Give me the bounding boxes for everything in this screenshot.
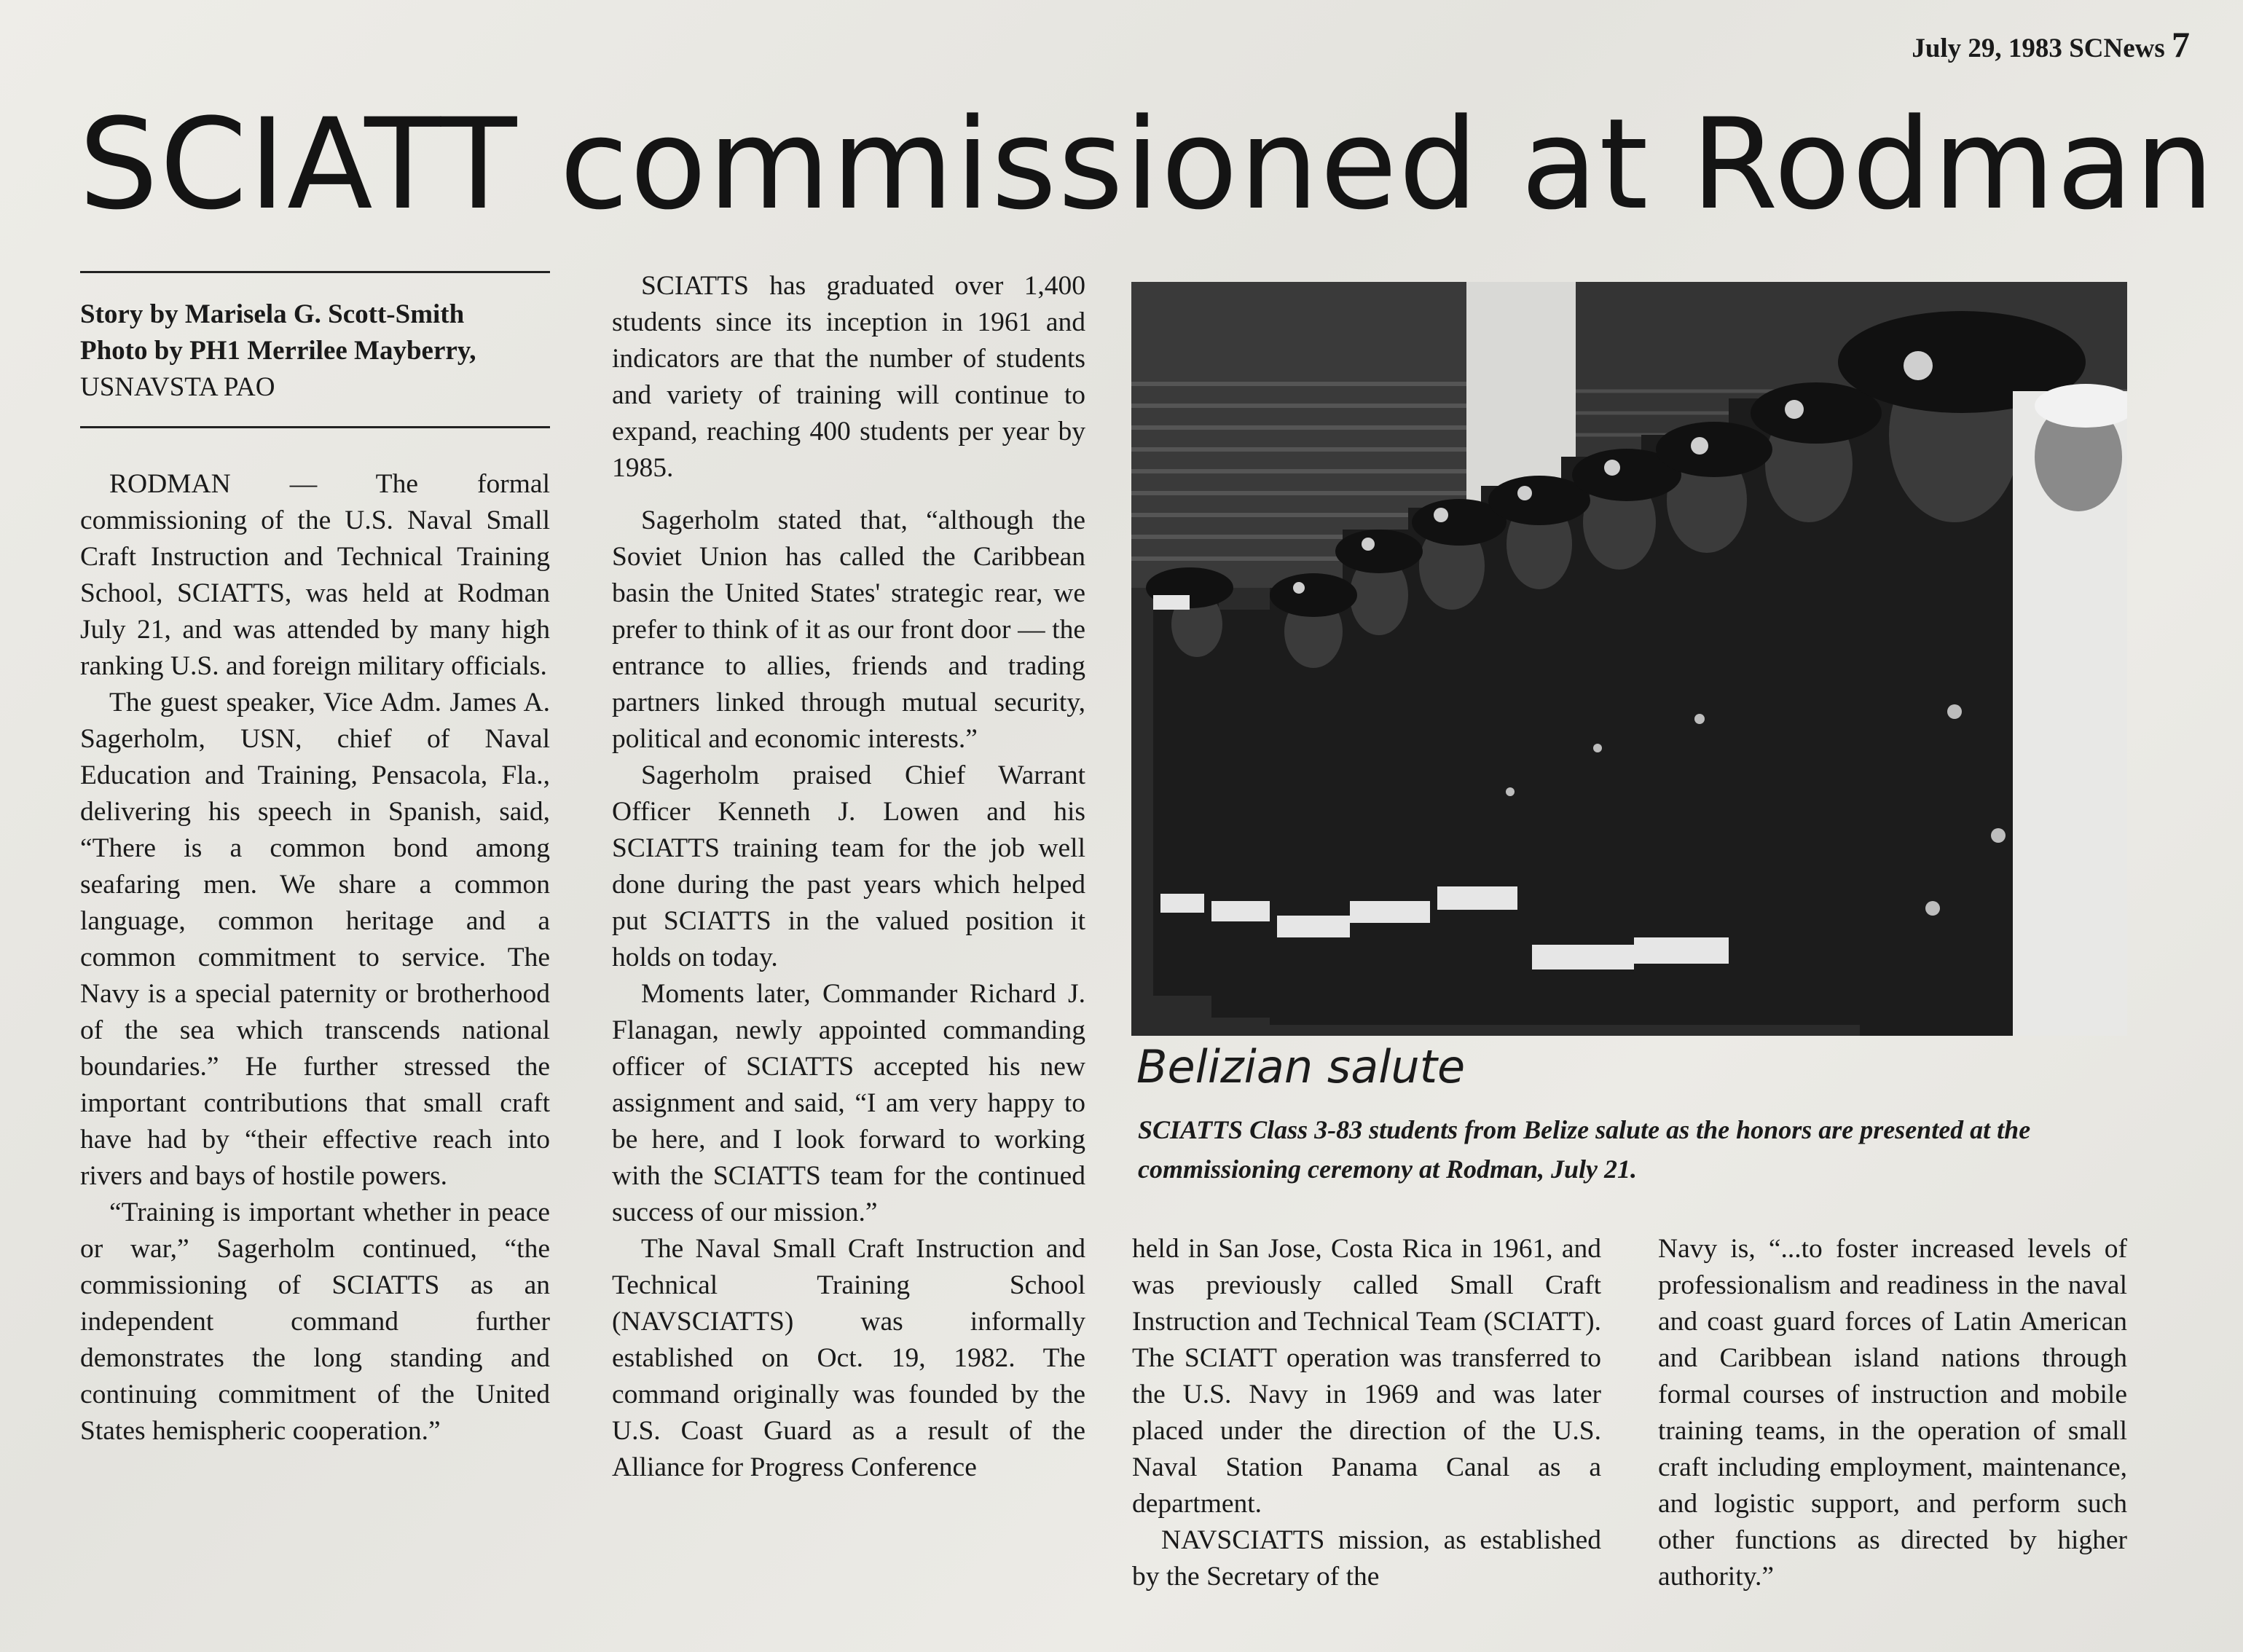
folio-page-number: 7 <box>2172 24 2190 65</box>
photo-belizian-salute <box>1131 282 2127 1036</box>
photo-caption: SCIATTS Class 3-83 students from Belize salute as the honors are presented at the commissioning ceremony at Rodman, July 21. <box>1138 1115 2031 1184</box>
article-column-2 <box>612 268 1085 1486</box>
folio-publication: SCNews <box>2069 34 2165 63</box>
byline-story: Story by Marisela G. Scott-Smith <box>80 299 465 329</box>
paragraph: The Naval Small Craft Instruction and Technical Training School (NAVSCIATTS) was informally established on Oct. 19, 1982. The command originally was founded by the U.S. Coast Guard as a result of the Alliance for Progress Conference <box>612 1234 1085 1482</box>
photo-title: Belizian salute <box>1136 1040 1466 1093</box>
byline-photo: Photo by PH1 Merrilee Mayberry, <box>80 336 476 366</box>
paragraph: Sagerholm praised Chief Warrant Officer Kenneth J. Lowen and his SCIATTS training team for the job well done during the past years which helped put SCIATTS in the valued position it holds on today. <box>612 760 1085 972</box>
paragraph: Navy is, “...to foster increased levels of professionalism and readiness in the naval and coast guard forces of Latin American and Caribbean island nations through formal courses of instruction and mobile training teams, in the operation of small craft including employment, maintenance, and logistic support, and perform such other functions as directed by higher authority.” <box>1658 1234 2127 1592</box>
paragraph: SCIATTS has graduated over 1,400 students since its inception in 1961 and indicators are that the number of students and variety of training will continue to expand, reaching 400 students per year by 1985. <box>612 271 1085 483</box>
article-column-1 <box>80 466 550 1450</box>
news-photo <box>1131 282 2127 1036</box>
paragraph: NAVSCIATTS mission, as established by the Secretary of the <box>1132 1525 1601 1592</box>
folio-date: July 29, 1983 <box>1912 34 2062 63</box>
article-column-3 <box>1132 1231 1601 1595</box>
headline: SCIATT commissioned at Rodman <box>79 91 2216 237</box>
paragraph: Moments later, Commander Richard J. Flanagan, newly appointed commanding officer of SCIATTS accepted his new assignment and said, “I am very happy to be here, and I look forward to working with the SCIATTS team for the continued success of our mission.” <box>612 979 1085 1227</box>
page-folio <box>1804 23 2190 66</box>
paragraph: The guest speaker, Vice Adm. James A. Sagerholm, USN, chief of Naval Education and Training, Pensacola, Fla., delivering his speech in Spanish, said, “There is a common bond among seafaring men. We share a common language, common heritage and a common commitment to service. The Navy is a special paternity or brotherhood of the sea which transcends national boundaries.” He further stressed the important contributions that small craft have had by “their effective reach into rivers and bays of hostile powers. <box>80 688 550 1191</box>
byline-office: USNAVSTA PAO <box>80 372 275 402</box>
article-column-4 <box>1658 1231 2127 1595</box>
paragraph: RODMAN — The formal commissioning of the U.S. Naval Small Craft Instruction and Technical Training School, SCIATTS, was held at Rodman July 21, and was attended by many high ranking U.S. and foreign military officials. <box>80 469 550 681</box>
paragraph: “Training is important whether in peace or war,” Sagerholm continued, “the commissioning of SCIATTS as an independent command further demonstrates the long standing and continuing commitment of the United States hemispheric cooperation.” <box>80 1197 550 1446</box>
paragraph: Sagerholm stated that, “although the Soviet Union has called the Caribbean basin the United States' strategic rear, we prefer to think of it as our front door — the entrance to allies, friends and trading partners linked through mutual security, political and economic interests.” <box>612 506 1085 754</box>
paragraph: held in San Jose, Costa Rica in 1961, and was previously called Small Craft Instruction and Technical Team (SCIATT). The SCIATT operation was transferred to the U.S. Navy in 1969 and was later placed under the direction of the U.S. Naval Station Panama Canal as a department. <box>1132 1234 1601 1519</box>
byline <box>80 271 550 428</box>
